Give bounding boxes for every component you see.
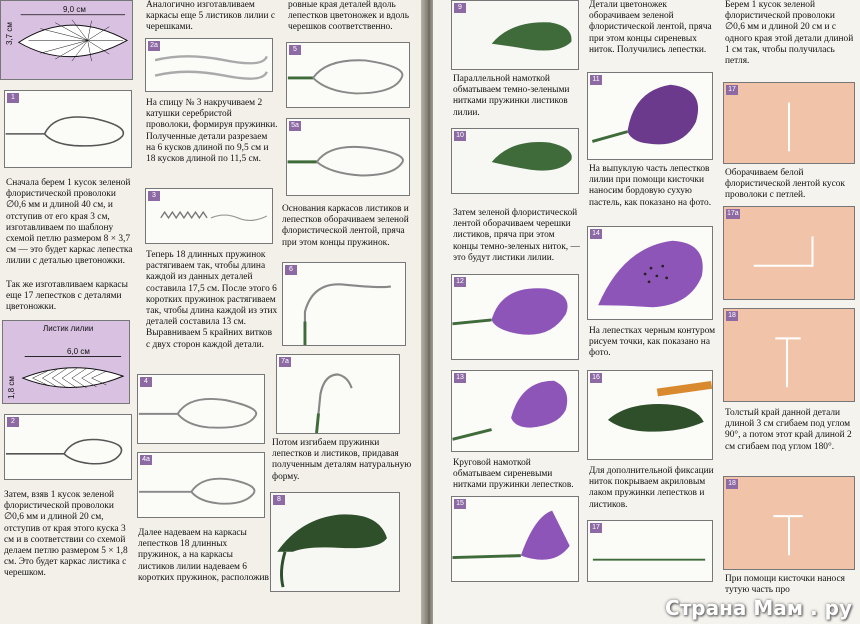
figure-17a	[723, 206, 855, 300]
petal-spring-photo	[138, 375, 264, 443]
site-watermark: Страна Мам . ру	[665, 596, 852, 620]
figure-11	[587, 72, 713, 160]
step-text: Так же изготавливаем каркасы еще 17 лепестков с деталями цветоножки.	[6, 280, 128, 313]
petal-schema	[0, 0, 133, 80]
step-text: Основания каркасов листиков и лепестков оборачиваем зеленой флористической лентой, пряча при этом концы пружинок.	[282, 204, 409, 248]
step-text: Оборачиваем белой флористической лентой кусок проволоки с петлей.	[725, 168, 845, 201]
figure-3	[145, 188, 273, 244]
figure-number: 4a	[140, 455, 152, 465]
figure-number: 13	[454, 373, 466, 383]
hand-loop-photo	[724, 83, 854, 163]
figure-number: 16	[590, 373, 602, 383]
figure-number: 9	[454, 3, 466, 13]
figure-number: 2	[7, 417, 19, 427]
brush-leaf-photo	[588, 371, 712, 459]
figure-15	[451, 496, 579, 582]
figure-4a	[137, 452, 265, 518]
left-page	[0, 0, 425, 624]
figure-number: 12	[454, 277, 466, 287]
spring-stretch-photo	[146, 189, 272, 243]
figure-18	[723, 308, 855, 402]
step-text: Сначала берем 1 кусок зеленой флористической проволоки ∅0,6 мм и длиной 40 см, и отступив от его края 3 см, изготавливаем по шаблону схемой петлю размером 8 × 3,7 см — это будет каркас лепестка лилии с деталью цветоножки.	[6, 178, 133, 267]
purple-petal-photo	[452, 275, 578, 359]
bent-petal-photo	[283, 263, 405, 345]
spring-photo	[146, 39, 272, 91]
hand-bend-photo	[724, 207, 854, 299]
purple-wrapped-petal-photo	[452, 371, 578, 451]
figure-5	[286, 42, 410, 108]
leaf-schema-drawing	[3, 321, 129, 404]
figure-number: 18	[726, 479, 738, 489]
figure-number: 4	[140, 377, 152, 387]
figure-number: 7a	[279, 357, 291, 367]
step-text: На выпуклую часть лепестков лилии при помощи кисточки наносим бордовую сухую пастель, как показано на фото.	[589, 164, 712, 208]
step-text: Детали цветоножек оборачиваем зеленой флористической лентой, пряча при этом концы сиреневых ниток. Получились лепестки.	[589, 0, 712, 55]
petal-width-label: 9,0 см	[63, 5, 86, 14]
petal-height-label: 3,7 см	[5, 22, 14, 45]
figure-2	[4, 414, 132, 480]
green-leaf-photo	[271, 493, 399, 591]
figure-number: 10	[454, 131, 466, 141]
figure-number: 18	[726, 311, 738, 321]
wrapped-petal-photo	[287, 43, 409, 107]
figure-13	[451, 370, 579, 452]
figure-number: 6	[285, 265, 297, 275]
step-text: На спицу № 3 накручиваем 2 катушки серебристой проволоки, формируя пружинки. Полученные детали разрезаем на 6 кусков длиной по 9,5 см и 18 кусков длиной по 11,5 см.	[146, 98, 278, 165]
figure-number: 8	[273, 495, 285, 505]
step-text: Затем, взяв 1 кусок зеленой флористической проволоки ∅0,6 мм и длиной 20 см, отступив от края этого куска 3 см и в соответствии со схемой делаем петлю размером 5 × 1,8 см. Это будет каркас листика с черешком.	[4, 490, 128, 579]
step-text: Берем 1 кусок зеленой флористической проволоки ∅0,6 мм и длиной 20 см и с одного края этой детали длиной 1 см так, чтобы получилась петля.	[725, 0, 854, 67]
leaf-spring-photo	[138, 453, 264, 517]
step-text: Затем зеленой флористической лентой оборачиваем черешки листиков, пряча при этом концы темно-зеленых ниток, — это будут листики лилии.	[453, 208, 580, 263]
hand-brush-photo	[724, 477, 854, 569]
figure-12	[451, 274, 579, 360]
figure-number: 5	[289, 45, 301, 55]
figure-number: 2a	[148, 41, 160, 51]
figure-14	[587, 226, 713, 320]
leaf-schema	[2, 320, 130, 404]
figure-number: 15	[454, 499, 466, 509]
figure-17	[587, 520, 713, 582]
step-text: Параллельной намоткой обматываем темно-зелеными нитками пружинки листиков лилии.	[453, 74, 570, 118]
figure-number: 3	[148, 191, 160, 201]
stamen-wire-photo	[588, 521, 712, 581]
step-text: Далее надеваем на каркасы лепестков 18 длинных пружинок, а на каркасы листиков лилии надеваем 6 коротких пружинок, расположив	[138, 528, 269, 583]
figure-8	[270, 492, 400, 592]
leaf-frame-photo	[5, 415, 131, 479]
figure-9	[451, 0, 579, 70]
step-text: При помощи кисточки нанося тутую часть про	[725, 574, 845, 596]
figure-16	[587, 370, 713, 460]
leaf-width-label: 6,0 см	[67, 347, 90, 356]
leaf-tape-photo	[452, 129, 578, 193]
figure-number: 17	[726, 85, 738, 95]
figure-6	[282, 262, 406, 346]
figure-number: 1	[7, 93, 19, 103]
figure-5a	[286, 118, 410, 196]
step-text: Толстый край данной детали длиной 3 см сгибаем под углом 90°, а потом этот край длиной 2 см сгибаем под углом 180°.	[725, 408, 852, 452]
purple-petal-final-photo	[452, 497, 578, 581]
dotted-petal-photo	[588, 227, 712, 319]
right-page	[433, 0, 860, 624]
figure-4	[137, 374, 265, 444]
petal-frame-photo	[5, 91, 131, 167]
step-text: Аналогично изготавливаем каркасы еще 5 листиков лилии с черешками.	[146, 0, 275, 33]
figure-number: 11	[590, 75, 602, 85]
figure-18-hand	[723, 476, 855, 570]
hand-stamen-photo	[724, 309, 854, 401]
figure-2a	[145, 38, 273, 92]
figure-10	[451, 128, 579, 194]
figure-1	[4, 90, 132, 168]
wrapped-leaf-photo	[287, 119, 409, 195]
step-text: Теперь 18 длинных пружинок растягиваем так, чтобы длина каждой из данных деталей составила 17,5 см. После этого 6 коротких пружинок растягиваем так, чтобы длина каждой из этих деталей составила 13 см. Выравниваем 5 крайних витков с двух сторон каждой детали.	[146, 250, 278, 350]
figure-number: 14	[590, 229, 602, 239]
pastel-petal-photo	[588, 73, 712, 159]
leaf-schema-title: Листик лилии	[43, 324, 94, 333]
leaf-height-label: 1,8 см	[7, 376, 16, 399]
green-leaf-wrapped-photo	[452, 1, 578, 69]
figure-number: 17	[590, 523, 602, 533]
figure-number: 17a	[727, 210, 739, 217]
step-text: На лепестках черным контуром рисуем точки, как показано на фото.	[589, 326, 716, 359]
step-text: Потом изгибаем пружинки лепестков и листиков, придавая полученным деталям натуральную форму.	[272, 438, 412, 482]
step-text: Круговой намоткой обматываем сиреневыми нитками пружинки лепестков.	[453, 458, 574, 491]
step-text: Для дополнительной фиксации ниток покрываем акриловым лаком пружинки лепестков и листиков.	[589, 466, 714, 510]
figure-number: 5a	[289, 121, 301, 131]
bent-leaf-photo	[277, 355, 399, 433]
figure-7a	[276, 354, 400, 434]
figure-17-hand	[723, 82, 855, 164]
step-text: ровные края деталей вдоль лепестков цветоножек и вдоль черешков соответственно.	[288, 0, 409, 33]
